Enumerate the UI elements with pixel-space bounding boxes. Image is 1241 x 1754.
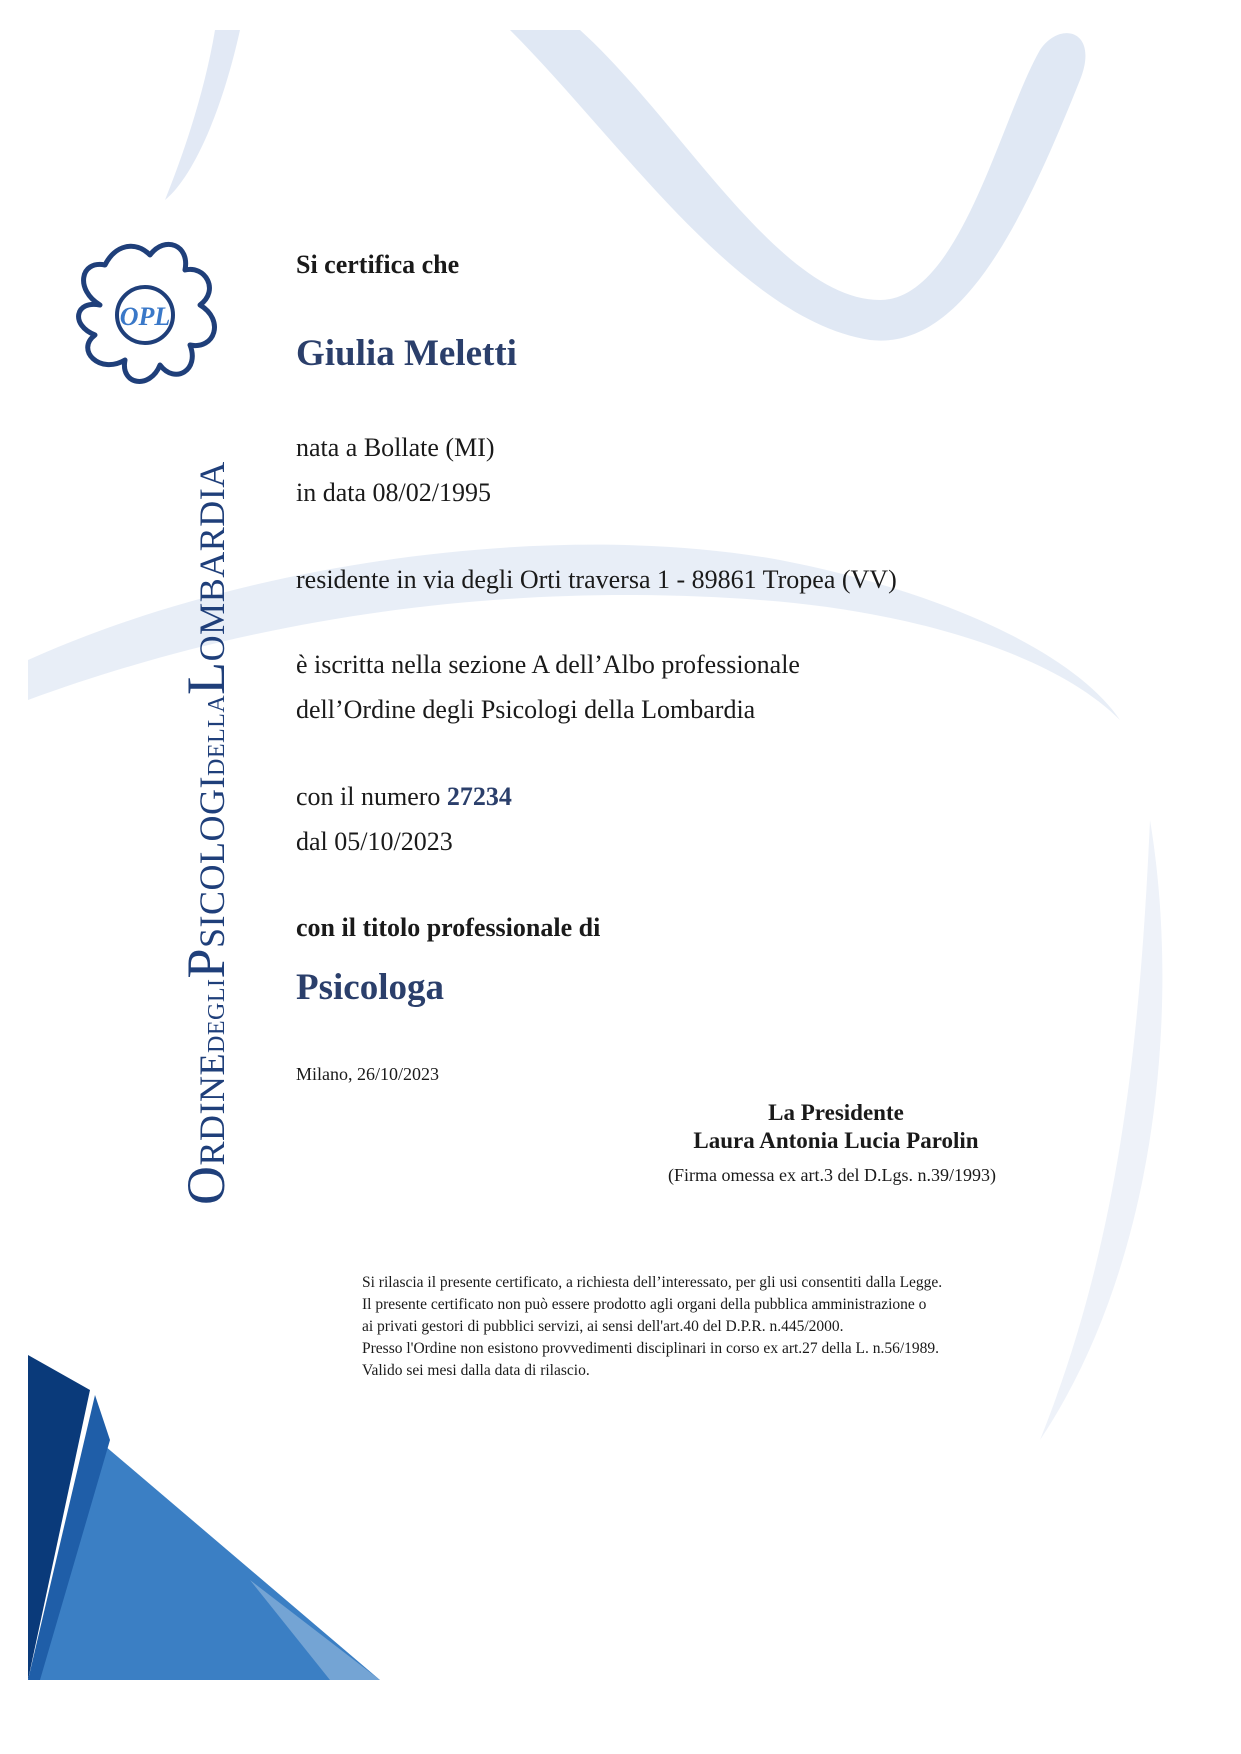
top-left-swoosh xyxy=(165,30,240,200)
logo-text-part: DELLA xyxy=(204,694,230,776)
logo-text-part: P xyxy=(176,947,236,979)
logo-text-part: SICOLOGI xyxy=(192,775,232,948)
residence: residente in via degli Orti traversa 1 - 89861 Tropea (VV) xyxy=(296,565,897,594)
logo-emblem xyxy=(79,244,215,381)
footer-line: Valido sei mesi dalla data di rilascio. xyxy=(362,1362,590,1379)
professional-title: Psicologa xyxy=(296,967,444,1008)
registration-since: dal 05/10/2023 xyxy=(296,827,453,856)
enrollment-line-1: è iscritta nella sezione A dell’Albo professionale xyxy=(296,650,800,679)
signature-role: La Presidente xyxy=(768,1100,904,1125)
vertical-logo-text xyxy=(175,461,237,1205)
intro-text: Si certifica che xyxy=(296,250,460,279)
right-arc xyxy=(1040,820,1162,1440)
logo-text-part: OMBARDIA xyxy=(192,461,232,662)
logo-text-part: L xyxy=(176,661,236,695)
signature-name: Laura Antonia Lucia Parolin xyxy=(693,1128,979,1153)
title-label: con il titolo professionale di xyxy=(296,913,601,942)
footer-line: Il presente certificato non può essere prodotto agli organi della pubblica amministrazione o xyxy=(362,1296,927,1313)
footer-line: ai privati gestori di pubblici servizi, ai sensi dell'art.40 del D.P.R. n.445/2000. xyxy=(362,1318,844,1335)
place-date: Milano, 26/10/2023 xyxy=(296,1064,439,1084)
top-swoosh xyxy=(510,30,1085,341)
enrollment-line-2: dell’Ordine degli Psicologi della Lombardia xyxy=(296,695,756,724)
logo-text-part: O xyxy=(176,1165,236,1205)
logo-text-part: RDINE xyxy=(192,1053,232,1166)
registration-number xyxy=(296,782,512,812)
logo-text-part: DEGLI xyxy=(204,978,230,1053)
number-value: 27234 xyxy=(446,782,512,811)
logo-monogram: OPL xyxy=(119,302,171,331)
holder-name: Giulia Meletti xyxy=(296,333,517,374)
birth-date: in data 08/02/1995 xyxy=(296,478,491,507)
birth-place: nata a Bollate (MI) xyxy=(296,433,495,462)
footer-line: Si rilascia il presente certificato, a richiesta dell’interessato, per gli usi consentiti dalla Legge. xyxy=(362,1274,943,1291)
footer-line: Presso l'Ordine non esistono provvedimenti disciplinari in corso ex art.27 della L. n.56/1989. xyxy=(362,1340,940,1357)
signature-note: (Firma omessa ex art.3 del D.Lgs. n.39/1993) xyxy=(668,1165,996,1185)
number-label: con il numero xyxy=(296,782,447,811)
